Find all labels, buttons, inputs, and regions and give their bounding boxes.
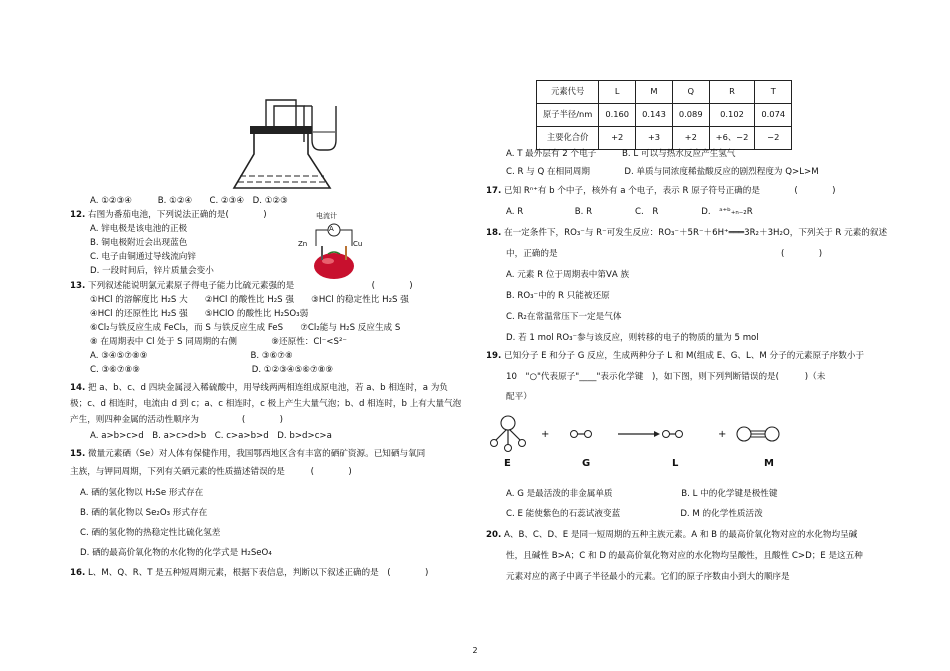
q12-stem [70,210,267,222]
q19-options-cd: C. E 能使紫色的石蕊试液变蓝 D. M 的化学性质活泼 [506,509,763,519]
molecule-label-e: E [504,458,511,469]
plus-sign: + [541,429,550,440]
q20-line: 性，且碱性 B>A；C 和 D 的最高价氧化物对应的水化物均呈酸性，且酸性 C>D；E 是这五种 [506,551,863,561]
table-cell: 0.089 [672,104,709,127]
q15-option-d: D. 硒的最高价氧化物的水化物的化学式是 H₂SeO₄ [80,548,272,558]
q12-option-d: D. 一段时间后，锌片质量会变小 [90,266,214,276]
q20-line [486,530,857,542]
table-cell: 原子半径/nm [537,104,599,127]
table-cell: +3 [636,127,673,150]
table-row [537,104,792,127]
q18-option-a: A. 元素 R 位于周期表中第ⅤA 族 [506,270,630,280]
q15-line [70,449,425,461]
q19-line [486,351,864,363]
q16-options-ab: A. T 最外层有 2 个电子 B. L 可以与热水反应产生氢气 [506,149,736,159]
q12-option-c: C. 电子由铜通过导线流向锌 [90,252,196,262]
q17-stem [486,186,835,198]
table-cell: 主要化合价 [537,127,599,150]
q13-stem [70,281,413,293]
q13-line: ⑥Cl₂与铁反应生成 FeCl₃，而 S 与铁反应生成 FeS ⑦Cl₂能与 H₂S 反应生成 S [90,323,401,333]
q15-option-b: B. 硒的氧化物以 Se₂O₃ 形式存在 [80,508,208,518]
q18-text: 在一定条件下，RO₃⁻与 R⁻可发生反应：RO₃⁻＋5R⁻＋6H⁺═══3R₂＋3H₂O，下列关于 R 元素的叙述 [503,228,888,238]
flask-apparatus-figure [232,92,372,192]
molecule-label-g: G [582,458,591,469]
q18-line [486,228,887,240]
q14-options: A. a>b>c>d B. a>c>d>b C. c>a>b>d D. b>d>c>a [90,431,332,441]
q12-option-b: B. 铜电极附近会出现蓝色 [90,238,188,248]
q18-line: 中，正确的是 ( ) [506,249,823,259]
q19-text: 已知分子 E 和分子 G 反应，生成两种分子 L 和 M(组成 E、G、L、M 分子的元素原子序数小于 [503,351,865,361]
q15-line: 主族，与钾同周期，下列有关硒元素的性质描述错误的是 ( ) [70,467,352,477]
q20-number: 20. [486,530,502,540]
table-cell: +6、−2 [709,127,755,150]
q12-stem-text: 右图为番茄电池，下列说法正确的是( ) [87,210,267,220]
q16-number: 16. [70,568,86,578]
q13-line: ⑧ 在周期表中 Cl 处于 S 同周期的右侧 ⑨还原性：Cl⁻<S²⁻ [90,337,347,347]
q15-number: 15. [70,449,86,459]
q13-options-cd: C. ③⑥⑦⑧⑨ D. ①②③④⑤⑥⑦⑧⑨ [90,365,334,375]
table-cell: R [709,81,755,104]
ammeter-symbol: A [329,225,334,233]
table-cell: 0.102 [709,104,755,127]
q19-options-ab: A. G 是最活泼的非金属单质 B. L 中的化学键是极性键 [506,489,778,499]
q16-stem [70,568,428,580]
q18-number: 18. [486,228,502,238]
table-cell: Q [672,81,709,104]
table-cell: M [636,81,673,104]
q13-stem-text: 下列叙述能说明氯元素原子得电子能力比硫元素强的是 ( ) [87,281,413,291]
q14-line: 产生，则四种金属的活动性顺序为 ( ) [70,415,283,425]
element-table [536,80,792,150]
q15-text: 微量元素硒（Se）对人体有保健作用，我国鄂西地区含有丰富的硒矿资源。已知硒与氧同 [87,449,426,459]
q19-number: 19. [486,351,502,361]
q16-stem-text: L、M、Q、R、T 是五种短周期元素，根据下表信息，判断以下叙述正确的是 ( ) [87,568,429,578]
q19-line: 配平） [506,392,532,402]
q17-options: A. R B. R C. R D. ᵃ⁺ᵇ₊ₙ₋₂R [506,207,753,217]
table-cell: L [599,81,636,104]
q12-option-a: A. 锌电极是该电池的正极 [90,224,188,234]
q11-options: A. ①②③④ B. ①②④ C. ②③④ D. ①②③ [90,196,288,206]
molecule-reaction-diagram [490,410,790,460]
q15-option-c: C. 硒的氢化物的热稳定性比硫化氢差 [80,528,221,538]
zn-label: Zn [298,240,308,248]
q13-number: 13. [70,281,86,291]
q13-line: ④HCl 的还原性比 H₂S 强 ⑤HClO 的酸性比 H₂SO₃弱 [90,309,309,319]
table-cell: +2 [599,127,636,150]
tomato-battery-figure [298,212,368,282]
plus-sign: + [718,429,727,440]
q17-number: 17. [486,186,502,196]
q14-line [70,383,448,395]
q14-number: 14. [70,383,86,393]
table-cell: −2 [755,127,792,150]
molecule-label-l: L [672,458,679,469]
table-cell: 0.143 [636,104,673,127]
table-cell: 0.074 [755,104,792,127]
table-cell: 0.160 [599,104,636,127]
cu-label: Cu [353,240,363,248]
q19-line: 10 "○"代表原子"____"表示化学键 )，如下图，则下列判断错误的是( )（未 [506,372,826,382]
table-header-row [537,81,792,104]
q14-line: 极；c、d 相连时，电流由 d 到 c；a、c 相连时，c 极上产生大量气泡；b、d 相连时，b 上有大量气泡 [70,399,462,409]
q20-line: 元素对应的离子中离子半径最小的元素。它们的原子序数由小到大的顺序是 [506,572,790,582]
table-cell: +2 [672,127,709,150]
q15-option-a: A. 硒的氢化物以 H₂Se 形式存在 [80,488,204,498]
q18-option-b: B. RO₃⁻中的 R 只能被还原 [506,291,610,301]
table-row [537,127,792,150]
q12-number: 12. [70,210,86,220]
q14-text: 把 a、b、c、d 四块金属浸入稀硫酸中，用导线两两相连组成原电池，若 a、b 相连时，a 为负 [87,383,448,393]
q13-line: ①HCl 的溶解度比 H₂S 大 ②HCl 的酸性比 H₂S 强 ③HCl 的稳定性比 H₂S 强 [90,295,409,305]
q18-option-d: D. 若 1 mol RO₃⁻参与该反应，则转移的电子的物质的量为 5 mol [506,333,759,343]
q17-stem-text: 已知 Rⁿ⁺有 b 个中子，核外有 a 个电子，表示 R 原子符号正确的是 ( ) [503,186,836,196]
molecule-label-m: M [764,458,774,469]
page-number: 2 [472,646,478,655]
table-cell: T [755,81,792,104]
q16-options-cd: C. R 与 Q 在相同周期 D. 单质与同浓度稀盐酸反应的剧烈程度为 Q>L>M [506,167,819,177]
table-cell: 元素代号 [537,81,599,104]
q18-option-c: C. R₂在常温常压下一定是气体 [506,312,622,322]
ammeter-label: 电流计 [316,212,337,220]
q20-text: A、B、C、D、E 是同一短周期的五种主族元素。A 和 B 的最高价氧化物对应的水化物均呈碱 [503,530,858,540]
q13-options-ab: A. ③④⑤⑦⑧⑨ B. ③⑥⑦⑧ [90,351,293,361]
